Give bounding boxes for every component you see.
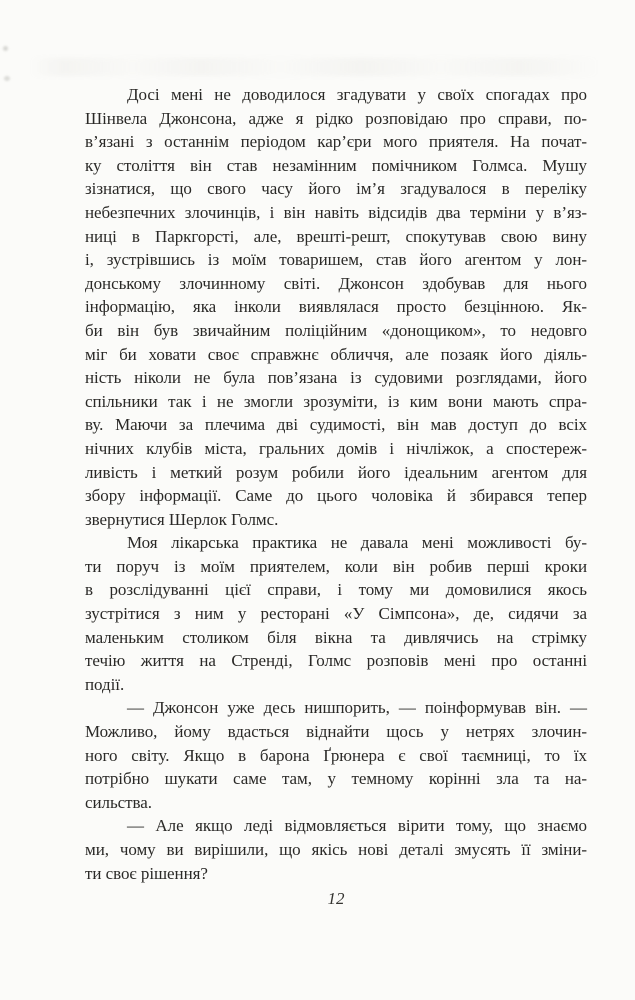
text-block <box>85 83 587 885</box>
paragraph <box>85 696 587 814</box>
text-line: ми, чому ви вирішили, що якісь нові деталі змусять її зміни- <box>85 840 587 859</box>
text-line: в розслідуванні цієї справи, і тому ми домовилися якось <box>85 580 587 600</box>
text-line: в’язані з останнім періодом кар’єри мого приятеля. На почат- <box>85 132 587 152</box>
text-line: — Джонсон уже десь нишпорить, — поінформував він. — <box>127 698 587 718</box>
text-line: потрібно шукати саме там, у темному корінні зла та на- <box>85 769 587 789</box>
page-number: 12 <box>327 889 345 908</box>
text-line: ність ніколи не була пов’язана із судовими розглядами, його <box>85 368 587 388</box>
text-line: Шінвела Джонсона, адже я рідко розповідаю про справи, по- <box>85 108 587 128</box>
text-line: збору інформації. Саме до цього чоловіка й збирався тепер <box>85 486 587 506</box>
text-line: ного світу. Якщо в барона Ґрюнера є свої таємниці, то їх <box>85 745 587 765</box>
text-line: і, зустрівшись із моїм товаришем, став його агентом у лон- <box>85 250 587 270</box>
text-line: ти поруч із моїм приятелем, коли він робив перші кроки <box>85 556 587 576</box>
text-line: події. <box>85 674 125 694</box>
text-line: спільники так і не змогли зрозуміти, із ким вони мають спра- <box>85 391 587 411</box>
text-line: ву. Маючи за плечима дві судимості, він мав доступ до всіх <box>85 415 587 435</box>
text-line: Досі мені не доводилося згадувати у своїх спогадах про <box>127 85 587 104</box>
text-line: донському злочинному світі. Джонсон здобував для нього <box>85 273 587 293</box>
text-line: зустрітися з ним у ресторані «У Сімпсона», де, сидячи за <box>85 604 587 624</box>
text-line: ку століття він став незамінним помічником Голмса. Мушу <box>85 155 587 175</box>
text-line: ливість і меткий розум робили його ідеальним агентом для <box>85 462 587 482</box>
text-line: інформацію, яка інколи виявлялася просто безцінною. Як- <box>85 297 587 317</box>
text-line: звернутися Шерлок Голмс. <box>85 509 279 529</box>
scan-speck <box>4 76 10 81</box>
text-line: небезпечних злочинців, і він навіть відсидів два терміни у в’яз- <box>85 202 587 222</box>
scan-bleed-artifact <box>30 58 600 76</box>
text-line: міг би ховати своє справжнє обличчя, але позаяк його діяль- <box>85 344 587 364</box>
text-line: ти своє рішення? <box>85 863 208 883</box>
scan-speck <box>3 46 8 51</box>
text-line: нічних клубів міста, гральних домів і нічліжок, а спостереж- <box>85 438 587 458</box>
text-line: сильства. <box>85 792 153 812</box>
text-line: ниці в Паркгорсті, але, врешті-решт, спокутував свою вину <box>85 226 587 246</box>
text-line: — Але якщо леді відмовляється вірити тому, що знаємо <box>127 816 587 836</box>
paragraph <box>85 531 587 696</box>
text-line: би він був звичайним поліційним «донощиком», то недовго <box>85 320 587 340</box>
text-line: течію життя на Стренді, Голмс розповів мені про останні <box>85 651 587 671</box>
text-line: маленьким столиком біля вікна та дивлячись на стрімку <box>85 627 587 647</box>
text-line: Можливо, йому вдасться віднайти щось у нетрях злочин- <box>85 722 587 742</box>
paragraph <box>85 83 587 531</box>
text-line: Моя лікарська практика не давала мені можливості бу- <box>127 533 587 553</box>
paragraph <box>85 814 587 885</box>
text-line: зізнатися, що свого часу його ім’я згадувалося в переліку <box>85 179 587 199</box>
